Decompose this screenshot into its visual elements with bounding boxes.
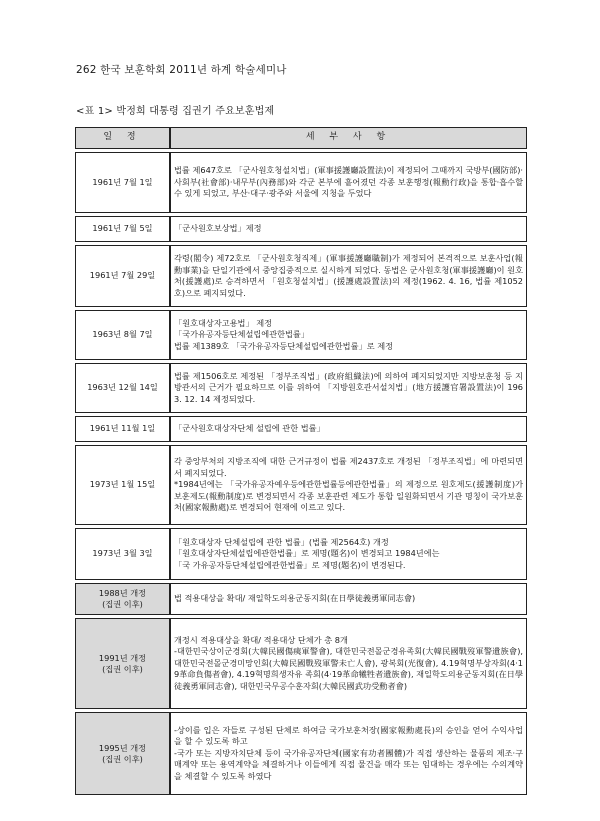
row-date: 1995년 개정 (집권 이후) (75, 712, 170, 795)
table-row (75, 310, 527, 360)
table-row (75, 528, 527, 580)
row-date: 1973년 3월 3일 (75, 528, 170, 580)
header-date: 일 정 (75, 127, 170, 149)
table-row (75, 152, 527, 213)
row-content: 각령(閣令) 제72호로 「군사원호청직제」(軍事援護廳職制)가 제정되어 본격적으로 보훈사업(報勳事業)을 단일기관에서 중앙집중적으로 실시하게 되었다. 동법은 군사원호청(軍事援護廳)이 원호처(援護處)로 승격하면서 「원호청설치법」(援護處設置法)의 제정(1962. 4. 16, 법률 제1052호)으로 폐지되었다. (170, 245, 527, 307)
row-date: 1973년 1월 15일 (75, 445, 170, 525)
table-header-row (75, 127, 527, 149)
table-row (75, 583, 527, 615)
table-row (75, 363, 527, 413)
row-content: 법률 제647호로 「군사원호청설치법」(軍事援護廳設置法)이 제정되어 그때까지 국방부(國防部)·사회부(社會部)·내무부(內務部)와 각군 본부에 흩어졌던 각종 보훈행정(報勳行政)을 통합·흡수할 수 있게 되었고, 부산·대구·광주와 서울에 지청을 두었다 (170, 152, 527, 213)
law-table (75, 124, 527, 798)
table-row (75, 416, 527, 442)
row-content: 개정시 적용대상을 확대/ 적용대상 단체가 총 8개 -대한민국상이군경회(大韓民國傷痍軍警會), 대한민국전몰군경유족회(大韓民國戰歿軍警遺族會), 대한민국전몰군경미망인회(大韓民國戰歿軍警未亡人會), 광복회(光復會), 4.19혁명부상자회(4·19革命負傷者會), 4.19혁명희생자유 족회(4·19革命犧牲者遺族會), 재일학도의용군동지회(在日學徒義勇軍同志會), 대한민국무공수훈자회(大韓民國武功受勳者會) (170, 618, 527, 709)
row-content: 「원호대상자 단체설립에 관한 법률」(법률 제2564호) 개정 「원호대상자단체설립에관한법률」로 제명(題名)이 변경되고 1984년에는 「국 가유공자등단체설립에관한법률」로 제명(題名)이 변경된다. (170, 528, 527, 580)
running-header: 262 한국 보훈학회 2011년 하계 학술세미나 (76, 64, 287, 76)
row-date: 1963년 8월 7일 (75, 310, 170, 360)
row-date: 1961년 7월 29일 (75, 245, 170, 307)
row-date: 1961년 11월 1일 (75, 416, 170, 442)
row-content: 「군사원호보상법」제정 (170, 216, 527, 242)
row-content: 각 중앙부처의 지방조직에 대한 근거규정이 법률 제2437호로 개정된 「정부조직법」에 마련되면서 폐지되었다. *1984년에는 「국가유공자예우등에관한법률등에관한법률」의 제정으로 원호제도(援護制度)가 보훈제도(報勳制度)로 변경되면서 각종 보훈관련 제도가 통합 일원화되면서 기관 명칭이 국가보훈처(國家報勳處)로 변경되어 현재에 이르고 있다. (170, 445, 527, 525)
table-body (75, 152, 527, 795)
row-date: 1961년 7월 5일 (75, 216, 170, 242)
table-row (75, 618, 527, 709)
table-row (75, 445, 527, 525)
row-content: 「원호대상자고용법」 제정 「국가유공자등단체설립에관한법률」 법률 제1389호 「국가유공자등단체설립에관한법률」로 제정 (170, 310, 527, 360)
table-row (75, 245, 527, 307)
table-row (75, 712, 527, 795)
table-row (75, 216, 527, 242)
table-caption: <표 1> 박정희 대통령 집권기 주요보훈법제 (76, 106, 275, 117)
row-content: 「군사원호대상자단체 설립에 관한 법률」 (170, 416, 527, 442)
row-content: 법 적용대상을 확대/ 재일학도의용군동지회(在日學徒義勇軍同志會) (170, 583, 527, 615)
row-date: 1991년 개정 (집권 이후) (75, 618, 170, 709)
header-details: 세 부 사 항 (170, 127, 527, 149)
row-date: 1961년 7월 1일 (75, 152, 170, 213)
row-content: -상이를 입은 자들로 구성된 단체로 하여금 국가보훈처장(國家報勳處長)의 승인을 얻어 수익사업을 할 수 있도록 하고 -국가 또는 지방자치단체 등이 국가유공자단체(國家有功者團體)가 직접 생산하는 물품의 제조·구매계약 또는 용역계약을 체결하거나 이들에게 직접 물건을 매각 또는 임대하는 경우에는 수의계약을 체결할 수 있도록 하였다 (170, 712, 527, 795)
row-content: 법률 제1506호로 제정된 「정부조직법」(政府組織法)에 의하여 폐지되었지만 지방보훈청 등 지방관서의 근거가 필요하므로 이를 위하여 「지방원호관서설치법」(地方援護官署設置法)이 1963. 12. 14 제정되었다. (170, 363, 527, 413)
row-date: 1963년 12월 14일 (75, 363, 170, 413)
row-date: 1988년 개정 (집권 이후) (75, 583, 170, 615)
